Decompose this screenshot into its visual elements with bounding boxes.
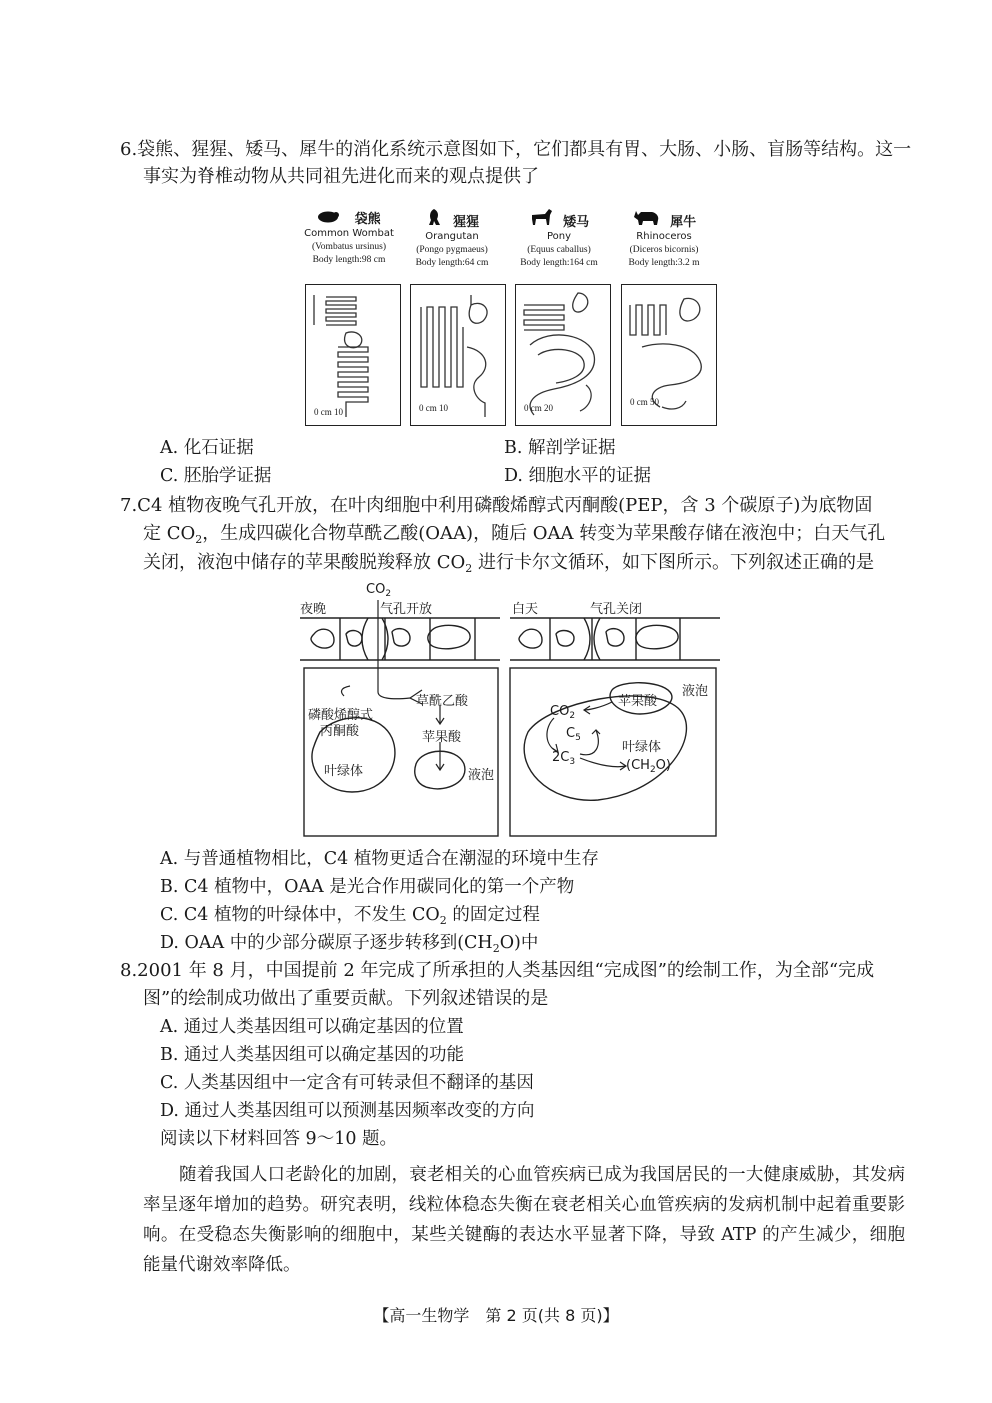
- digestive-diagram-pony: [515, 284, 611, 426]
- animal-cn-name: 袋熊: [354, 212, 381, 227]
- q7-option-c: [160, 903, 540, 933]
- q6-option-c: C. 胚胎学证据: [160, 466, 272, 486]
- scale-bar: 0 cm 50: [630, 397, 659, 407]
- animal-en-name: Pony: [546, 231, 572, 242]
- label-night: 夜晚: [300, 602, 327, 617]
- text-fragment: 关闭，液泡中储存的苹果酸脱羧释放 CO: [143, 552, 466, 573]
- text-fragment: 的固定过程: [446, 905, 540, 925]
- rhinoceros-icon: [632, 211, 665, 230]
- text-fragment: O)中: [499, 933, 539, 953]
- animal-en-name: Common Wombat: [304, 228, 394, 239]
- label-co2-top: [366, 582, 391, 599]
- text-fragment: 进行卡尔文循环，如下图所示。下列叙述正确的是: [472, 552, 874, 573]
- subscript: 2: [195, 533, 203, 546]
- label-vacuole-right: 液泡: [682, 684, 709, 699]
- wombat-icon: [317, 208, 344, 227]
- orangutan-icon: [425, 211, 448, 230]
- text-fragment: C. C4 植物的叶绿体中，不发生 CO: [160, 905, 440, 925]
- label-pep-line1: 磷酸烯醇式: [308, 708, 374, 723]
- text-fragment: 2C: [552, 750, 570, 765]
- subscript: 3: [569, 757, 576, 767]
- q7-stem-line3: [143, 551, 874, 581]
- subscript: 2: [465, 562, 473, 575]
- text-fragment: C: [566, 726, 576, 741]
- subscript: 2: [439, 914, 447, 927]
- text-fragment: O): [655, 758, 671, 773]
- text-fragment: (CH: [626, 758, 650, 773]
- reading-paragraph: 随着我国人口老龄化的加剧，衰老相关的心血管疾病已成为我国居民的一大健康威胁，其发病率呈逐年增加的趋势。研究表明，线粒体稳态失衡在衰老相关心血管疾病的发病机制中起着重要影响。在受稳态失衡影响的细胞中，某些关键酶的表达水平显著下降，导致 ATP 的产生减少，细胞能量代谢效率降低。: [143, 1165, 905, 1275]
- q6-option-d: D. 细胞水平的证据: [504, 466, 652, 486]
- digestive-diagram-orangutan: [410, 284, 506, 426]
- reading-intro: 阅读以下材料回答 9～10 题。: [160, 1129, 398, 1149]
- label-pep-line2: 丙酮酸: [320, 724, 360, 739]
- scale-bar: 0 cm 20: [524, 403, 553, 413]
- subscript: 2: [492, 942, 500, 955]
- label-vacuole-left: 液泡: [468, 768, 495, 783]
- label-stoma-closed: 气孔关闭: [590, 602, 643, 617]
- animal-cn-name: 矮马: [563, 215, 590, 230]
- animal-header-rhinoceros: [608, 208, 720, 270]
- animal-body-length: Body length:98 cm: [312, 255, 386, 265]
- text-fragment: 定 CO: [143, 523, 196, 544]
- q8-stem-line1: 8.2001 年 8 月，中国提前 2 年完成了所承担的人类基因组“完成图”的绘制工作，为全部“完成: [120, 960, 875, 981]
- q7-stem-line1: 7.C4 植物夜晚气孔开放，在叶肉细胞中利用磷酸烯醇式丙酮酸(PEP，含 3 个碳原子)为底物固: [120, 495, 873, 516]
- c4-pathway-diagram: [300, 582, 720, 838]
- label-malate-left: 苹果酸: [422, 730, 462, 745]
- scale-bar: 0 cm 10: [419, 403, 448, 413]
- q7-option-d: [160, 931, 538, 961]
- q7-option-a: A. 与普通植物相比，C4 植物更适合在潮湿的环境中生存: [160, 849, 599, 869]
- label-day: 白天: [512, 602, 539, 617]
- animal-cn-name: 猩猩: [453, 215, 480, 230]
- label-stoma-open: 气孔开放: [380, 602, 433, 617]
- animal-header-pony: [503, 208, 615, 270]
- subscript: 2: [649, 765, 656, 775]
- subscript: 5: [575, 733, 581, 743]
- q8-option-d: D. 通过人类基因组可以预测基因频率改变的方向: [160, 1101, 535, 1121]
- q8-stem-line2: 图”的绘制成功做出了重要贡献。下列叙述错误的是: [143, 988, 549, 1009]
- animal-header-orangutan: [396, 208, 508, 270]
- text-fragment: D. OAA 中的少部分碳原子逐步转移到(CH: [160, 933, 493, 953]
- label-c5: [566, 726, 581, 743]
- label-chloroplast-left: 叶绿体: [324, 764, 364, 779]
- q8-option-a: A. 通过人类基因组可以确定基因的位置: [160, 1017, 464, 1037]
- digestive-diagram-wombat: [305, 284, 401, 426]
- q6-option-a: A. 化石证据: [160, 438, 254, 458]
- label-malate-right: 苹果酸: [618, 694, 658, 709]
- page-footer: 【高一生物学 第 2 页(共 8 页)】: [373, 1306, 619, 1325]
- animal-sci-name: (Diceros bicornis): [629, 245, 699, 255]
- q6-stem-line1: 6.袋熊、猩猩、矮马、犀牛的消化系统示意图如下，它们都具有胃、大肠、小肠、盲肠等结构。这一: [120, 139, 912, 160]
- text-fragment: CO: [366, 582, 386, 597]
- animal-body-length: Body length:3.2 m: [628, 258, 700, 268]
- label-co2-right: [550, 704, 575, 721]
- label-chloroplast-right: 叶绿体: [622, 740, 662, 755]
- label-oaa: 草酰乙酸: [416, 694, 469, 709]
- label-ch2o: [626, 758, 671, 775]
- q8-option-c: C. 人类基因组中一定含有可转录但不翻译的基因: [160, 1073, 534, 1093]
- animal-header-wombat: [293, 208, 405, 267]
- animal-sci-name: (Equus caballus): [527, 245, 591, 255]
- animal-en-name: Rhinoceros: [636, 231, 692, 242]
- animal-cn-name: 犀牛: [670, 215, 697, 230]
- subscript: 2: [385, 589, 392, 599]
- label-c3: [552, 750, 575, 767]
- pony-icon: [529, 211, 558, 230]
- animal-body-length: Body length:164 cm: [520, 258, 598, 268]
- subscript: 2: [569, 711, 576, 721]
- animal-sci-name: (Vombatus ursinus): [312, 242, 386, 252]
- q8-option-b: B. 通过人类基因组可以确定基因的功能: [160, 1045, 464, 1065]
- text-fragment: ，生成四碳化合物草酰乙酸(OAA)，随后 OAA 转变为苹果酸存储在液泡中；白天气孔: [202, 523, 886, 544]
- q7-option-b: B. C4 植物中，OAA 是光合作用碳同化的第一个产物: [160, 877, 575, 897]
- q6-stem-line2: 事实为脊椎动物从共同祖先进化而来的观点提供了: [143, 166, 539, 187]
- animal-body-length: Body length:64 cm: [415, 258, 489, 268]
- q7-stem-line2: [143, 522, 885, 552]
- text-fragment: CO: [550, 704, 570, 719]
- digestive-diagram-rhinoceros: [621, 284, 717, 426]
- q6-option-b: B. 解剖学证据: [504, 438, 616, 458]
- scale-bar: 0 cm 10: [314, 407, 343, 417]
- animal-en-name: Orangutan: [425, 231, 479, 242]
- animal-sci-name: (Pongo pygmaeus): [416, 245, 488, 255]
